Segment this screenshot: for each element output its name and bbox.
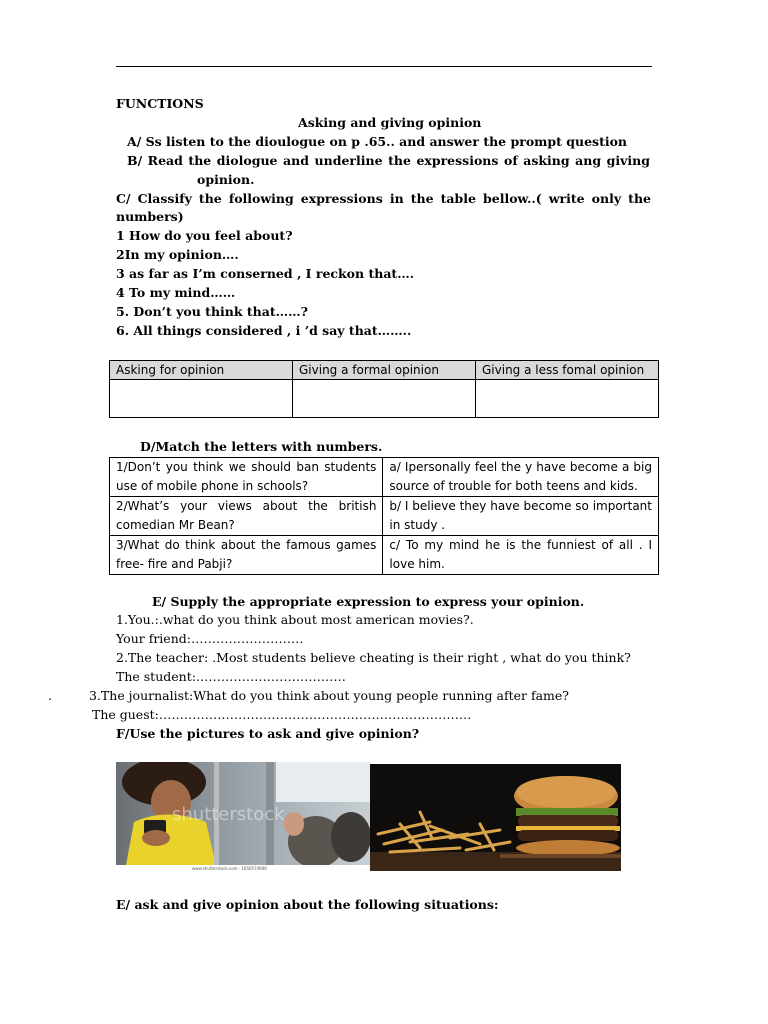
task-d: D/Match the letters with numbers. bbox=[140, 439, 383, 454]
classify-answer-cell[interactable] bbox=[476, 380, 659, 418]
classify-header: Giving a less fomal opinion bbox=[476, 361, 659, 380]
classify-answer-cell[interactable] bbox=[293, 380, 476, 418]
section-heading: FUNCTIONS bbox=[116, 96, 204, 111]
watermark-caption: www.shutterstock.com · 1650574906 bbox=[192, 866, 267, 871]
match-answer: c/ To my mind he is the funniest of all . I love him. bbox=[383, 536, 659, 575]
burger-fries-illustration bbox=[370, 764, 621, 871]
classify-header: Asking for opinion bbox=[110, 361, 293, 380]
expression-item: 2In my opinion…. bbox=[116, 247, 239, 262]
watermark-text: shutterstock bbox=[172, 804, 285, 825]
task-a: A/ Ss listen to the dioulogue on p .65.. and answer the prompt question bbox=[127, 134, 628, 149]
table-row bbox=[110, 458, 659, 497]
task-f: F/Use the pictures to ask and give opinion? bbox=[116, 726, 420, 741]
match-question: 1/Don’t you think we should ban students use of mobile phone in schools? bbox=[110, 458, 383, 497]
table-row bbox=[110, 497, 659, 536]
match-answer: a/ Ipersonally feel the y have become a big source of trouble for both teens and kids. bbox=[383, 458, 659, 497]
classify-table bbox=[109, 360, 659, 418]
supply-line: 1.You.:.what do you think about most american movies?. bbox=[116, 612, 474, 627]
task-b-line2: opinion. bbox=[197, 172, 255, 187]
expression-item: 5. Don’t you think that……? bbox=[116, 304, 308, 319]
burger-fries-photo bbox=[370, 764, 621, 871]
task-c-line1: C/ Classify the following expressions in the table bellow..( write only the bbox=[116, 191, 651, 206]
match-table bbox=[109, 457, 659, 575]
match-answer: b/ I believe they have become so important in study . bbox=[383, 497, 659, 536]
page-title: Asking and giving opinion bbox=[298, 115, 482, 130]
supply-line: 2.The teacher: .Most students believe cheating is their right , what do you think? bbox=[116, 650, 631, 665]
expression-item: 6. All things considered , i ’d say that…….. bbox=[116, 323, 412, 338]
classify-answer-cell[interactable] bbox=[110, 380, 293, 418]
top-rule bbox=[116, 66, 652, 67]
match-question: 2/What’s your views about the british comedian Mr Bean? bbox=[110, 497, 383, 536]
match-question: 3/What do think about the famous games free- fire and Pabji? bbox=[110, 536, 383, 575]
expression-item: 1 How do you feel about? bbox=[116, 228, 293, 243]
phone-users-illustration bbox=[116, 762, 370, 872]
task-e2: E/ ask and give opinion about the following situations: bbox=[116, 897, 499, 912]
task-c-line2: numbers) bbox=[116, 209, 184, 224]
expression-item: 4 To my mind…… bbox=[116, 285, 236, 300]
supply-line: Your friend:……………………… bbox=[116, 631, 304, 646]
phone-users-photo bbox=[116, 762, 370, 872]
task-e: E/ Supply the appropriate expression to express your opinion. bbox=[152, 594, 585, 609]
task-b-line1: B/ Read the diologue and underline the expressions of asking ang giving bbox=[127, 153, 650, 168]
table-row bbox=[110, 536, 659, 575]
expression-item: 3 as far as I’m conserned , I reckon that…. bbox=[116, 266, 415, 281]
stray-dot: . bbox=[48, 688, 52, 703]
supply-line: 3.The journalist:What do you think about young people running after fame? bbox=[89, 688, 570, 703]
supply-line: The guest:………………………………………………………………… bbox=[92, 707, 472, 722]
classify-header: Giving a formal opinion bbox=[293, 361, 476, 380]
supply-line: The student:……………………………… bbox=[116, 669, 346, 684]
